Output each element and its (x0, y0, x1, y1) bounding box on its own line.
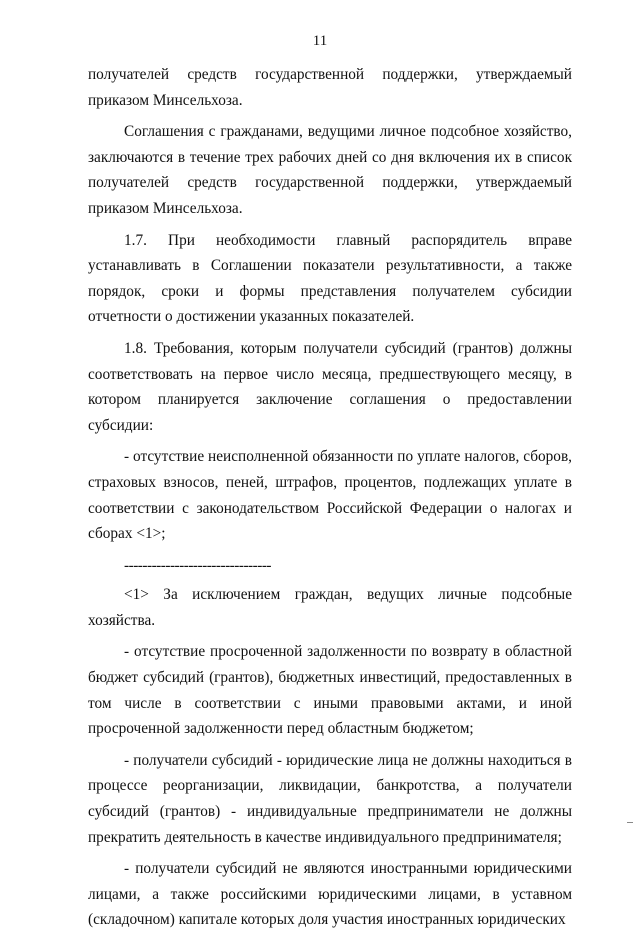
paragraph-continuation: получателей средств государственной поддержки, утверждаемый приказом Минсельхоза. (88, 66, 572, 109)
page-number: 11 (312, 33, 328, 49)
scan-mark (627, 822, 633, 823)
footnote-separator: -------------------------------- (124, 556, 272, 574)
paragraph-agreements: Соглашения с гражданами, ведущими личное подсобное хозяйство, заключаются в течение трех рабочих дней со дня включения их в список получателей средств государственной поддержки, утверждаемый приказом Минсельхоза. (88, 123, 572, 217)
paragraph-1-8: 1.8. Требования, которым получатели субсидий (грантов) должны соответствовать на первое число месяца, предшествующего месяцу, в котором планируется заключение соглашения о предоставлении субсидии: (88, 339, 572, 434)
requirement-not-foreign: - получатели субсидий не являются иностранными юридическими лицами, а также российскими юридическими лицами, в уставном (складочном) капитале которых доля участия иностранных юридических (88, 860, 572, 929)
footnote-1: <1> За исключением граждан, ведущих личные подсобные хозяйства. (88, 586, 572, 629)
document-body (88, 62, 572, 939)
requirement-no-tax-debt: - отсутствие неисполненной обязанности по уплате налогов, сборов, страховых взносов, пеней, штрафов, процентов, подлежащих уплате в соответствии с законодательством Российской Федерации о налогах и сборах <1>; (88, 448, 572, 543)
paragraph-1-7: 1.7. При необходимости главный распорядитель вправе устанавливать в Соглашении показатели результативности, а также порядок, сроки и формы представления получателем субсидии отчетности о достижении указанных показателей. (88, 231, 572, 326)
requirement-no-overdue-debt: - отсутствие просроченной задолженности по возврату в областной бюджет субсидий (грантов), бюджетных инвестиций, предоставленных в том числе в соответствии с иными правовыми актами, и иной просроченной задолженности перед областным бюджетом; (88, 643, 572, 738)
requirement-no-reorganization: - получатели субсидий - юридические лица не должны находиться в процессе реорганизации, ликвидации, банкротства, а получатели субсидий (грантов) - индивидуальные предприниматели не должны прекратить деятельность в качестве индивидуального предпринимателя; (88, 751, 572, 846)
